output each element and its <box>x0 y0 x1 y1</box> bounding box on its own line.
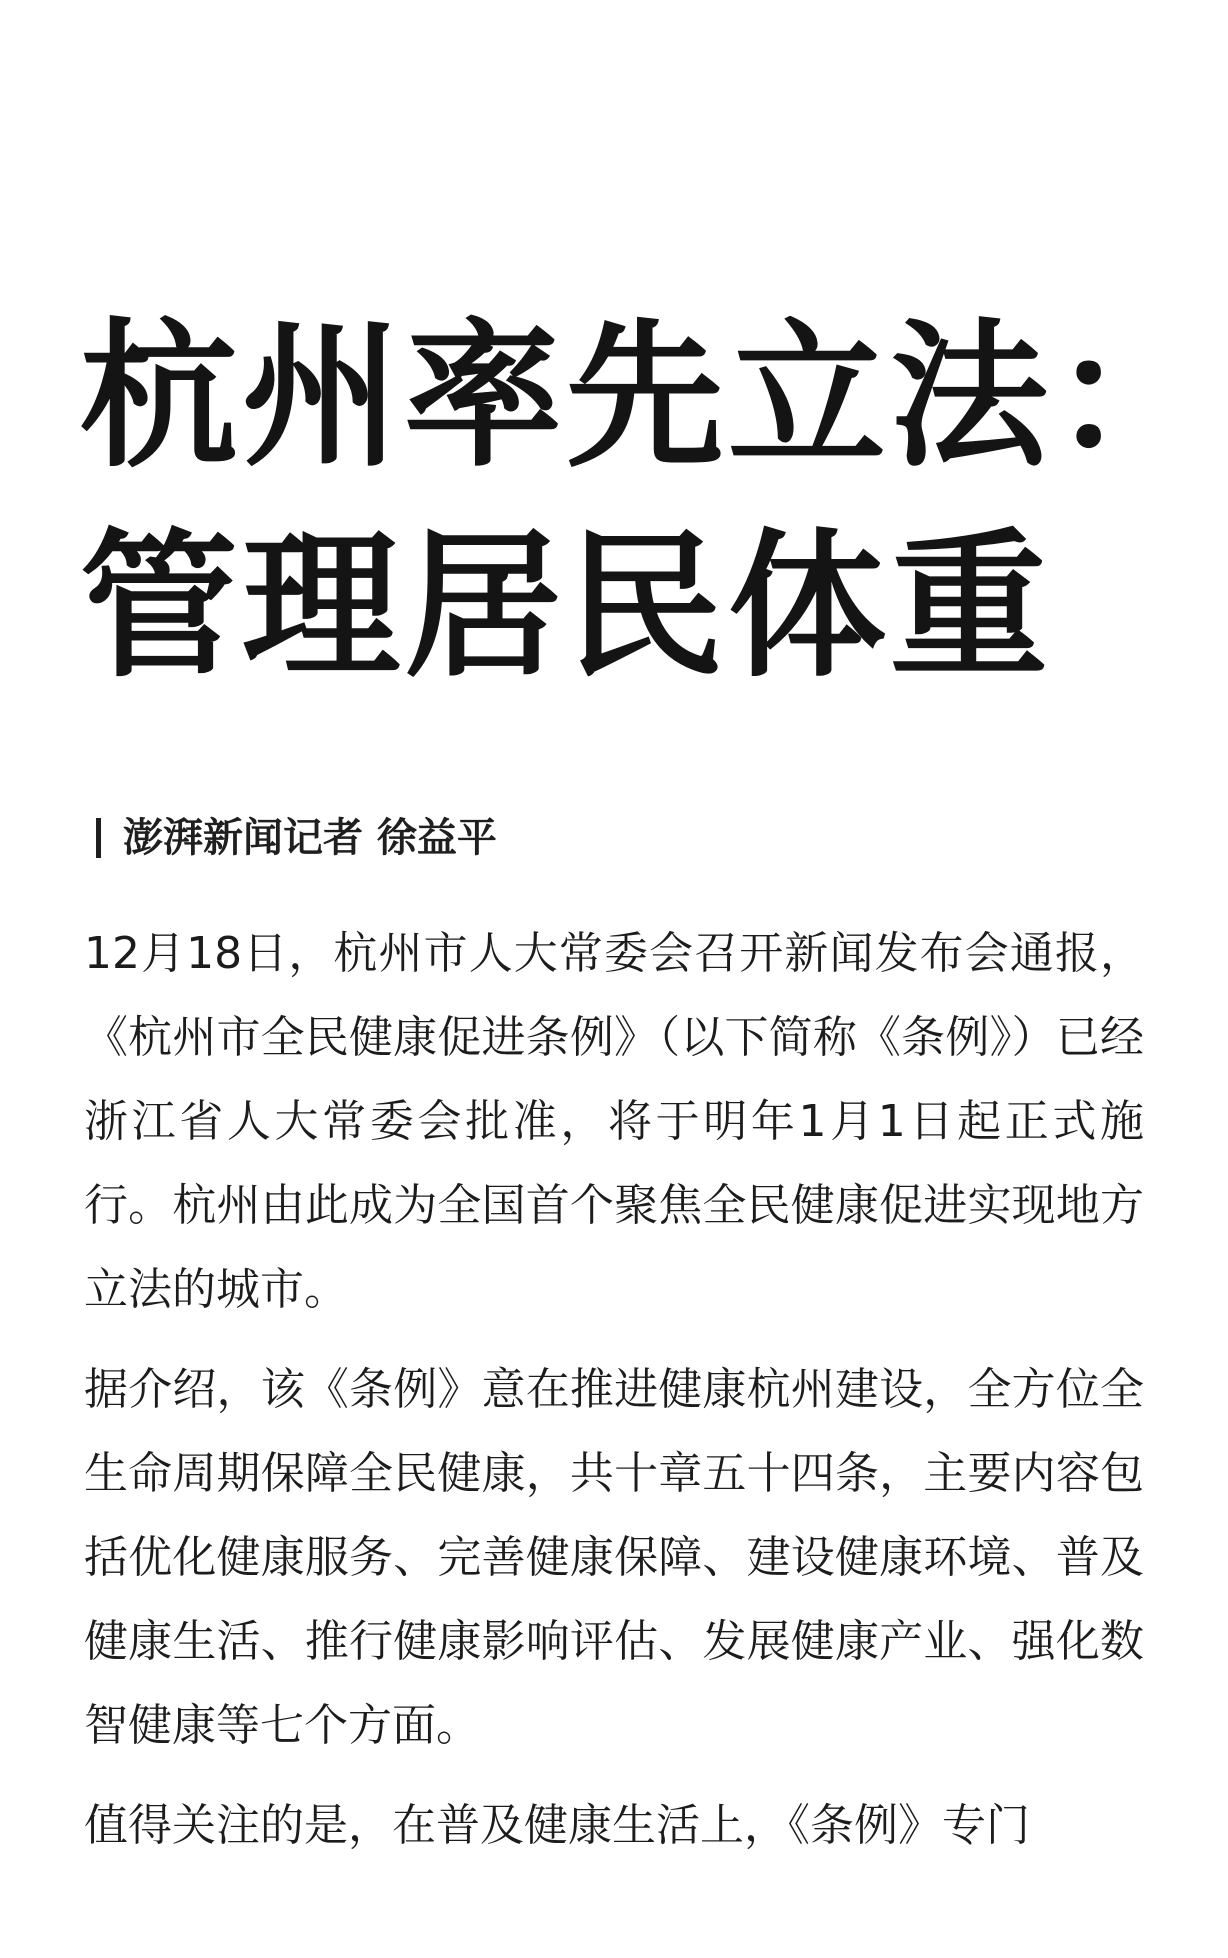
headline-line-2: 管理居民体重 <box>80 514 1052 699</box>
paragraph-3: 值得关注的是，在普及健康生活上，《条例》专门 <box>84 1800 1030 1851</box>
paragraph-2: 据介绍，该《条例》意在推进健康杭州建设，全方位全生命周期保障全民健康，共十章五十四条，主要内容包括优化健康服务、完善健康保障、建设健康环境、普及健康生活、推行健康影响评估、发展健康产业、强化数智健康等七个方面。 <box>84 1364 1144 1751</box>
article-body <box>84 912 1144 1868</box>
headline-line-1: 杭州率先立法： <box>80 304 1214 489</box>
byline-text: 澎湃新闻记者 徐益平 <box>123 815 497 861</box>
article-headline <box>80 292 1214 712</box>
byline <box>96 808 497 868</box>
paragraph-1: 12月18日，杭州市人大常委会召开新闻发布会通报，《杭州市全民健康促进条例》（以下简称《条例》）已经浙江省人大常委会批准，将于明年1月1日起正式施行。杭州由此成为全国首个聚焦全民健康促进实现地方立法的城市。 <box>84 928 1144 1315</box>
byline-divider <box>96 818 101 858</box>
